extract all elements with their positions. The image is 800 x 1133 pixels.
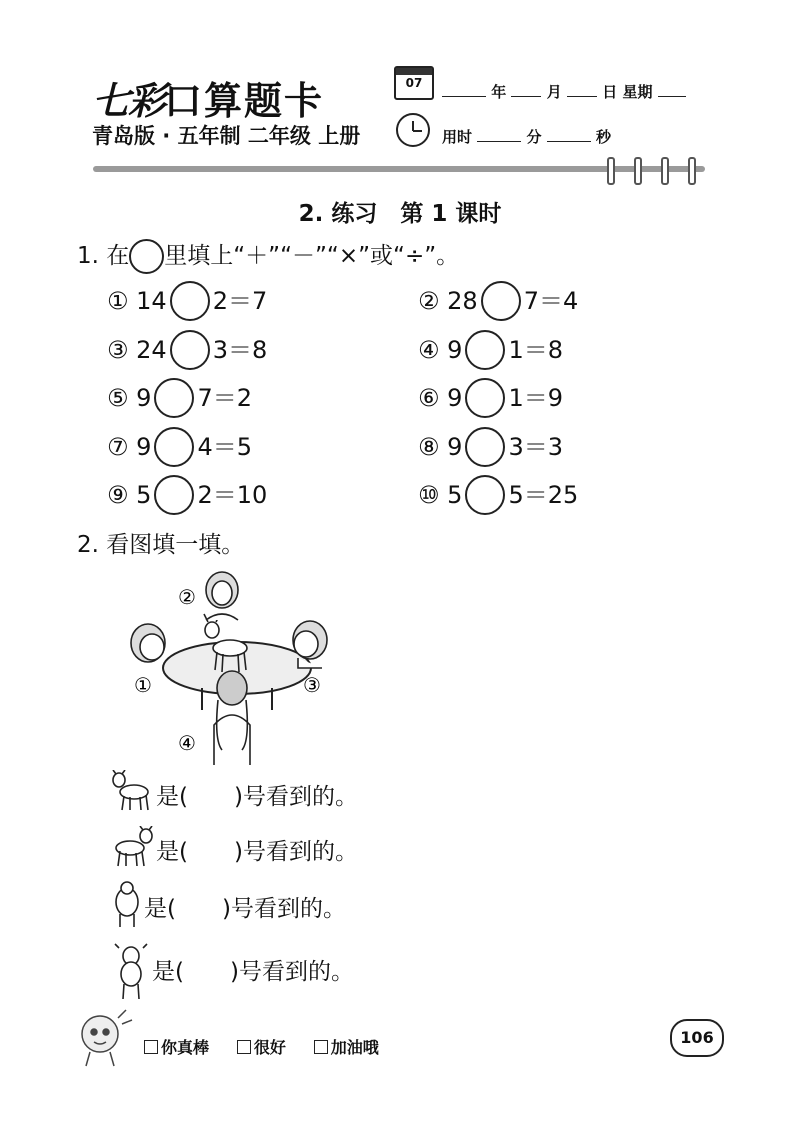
rating-option[interactable] bbox=[314, 1038, 379, 1057]
page-number: 106 bbox=[670, 1019, 724, 1057]
operator-blank-circle[interactable] bbox=[465, 330, 505, 370]
label-4: ④ bbox=[178, 731, 196, 755]
equation-rest: 7＝2 bbox=[197, 384, 252, 412]
date-fields bbox=[442, 81, 686, 102]
equation-rest: 4＝5 bbox=[197, 432, 252, 461]
equation-row bbox=[107, 329, 267, 369]
calendar-icon bbox=[394, 66, 434, 100]
operator-blank-circle[interactable] bbox=[481, 281, 521, 321]
child-3-figure bbox=[293, 621, 327, 668]
checkbox-icon[interactable] bbox=[237, 1040, 251, 1054]
deer-front-view-icon bbox=[113, 942, 149, 1000]
item-number: ⑦ bbox=[107, 432, 129, 461]
equation-row bbox=[418, 329, 563, 369]
item-number: ⑤ bbox=[107, 384, 129, 412]
deer-back-view-icon bbox=[112, 880, 142, 928]
cartoon-mascot-icon bbox=[72, 1008, 134, 1068]
operand-a: 9 bbox=[447, 432, 463, 461]
equation-row bbox=[418, 280, 578, 320]
equation-rest: 1＝9 bbox=[508, 384, 563, 412]
item-number: ④ bbox=[418, 335, 440, 364]
brand-rest: 口算题卡 bbox=[164, 78, 325, 123]
item-number: ③ bbox=[107, 335, 129, 364]
date-weekday-label: 星期 bbox=[622, 83, 653, 101]
equation-row bbox=[418, 377, 563, 417]
answer-line-2: 是( )号看到的。 bbox=[156, 839, 358, 865]
answer-line-4: 是( )号看到的。 bbox=[152, 959, 354, 985]
item-number: ⑩ bbox=[418, 481, 440, 509]
q1-prefix: 1. 在 bbox=[77, 243, 130, 269]
checkbox-icon[interactable] bbox=[144, 1040, 158, 1054]
label-3: ③ bbox=[303, 673, 321, 697]
time-label: 用时 bbox=[442, 128, 473, 146]
equation-rest: 3＝3 bbox=[508, 432, 563, 461]
operator-blank-circle[interactable] bbox=[154, 475, 194, 515]
operand-a: 5 bbox=[136, 481, 152, 509]
equation-row bbox=[107, 426, 252, 466]
rating-option[interactable] bbox=[237, 1038, 286, 1057]
viewpoint-illustration bbox=[122, 560, 357, 765]
operator-blank-circle[interactable] bbox=[465, 378, 505, 418]
equation-row bbox=[107, 280, 267, 320]
operand-a: 5 bbox=[447, 481, 463, 509]
binder-ring-icon bbox=[688, 157, 696, 185]
operator-blank-circle[interactable] bbox=[465, 427, 505, 467]
date-day-label: 日 bbox=[602, 83, 618, 101]
answer-line-3: 是( )号看到的。 bbox=[144, 896, 346, 922]
equation-rest: 7＝4 bbox=[523, 287, 579, 315]
equation-row bbox=[418, 474, 578, 514]
item-number: ① bbox=[107, 287, 129, 315]
label-2: ② bbox=[178, 585, 196, 609]
date-year-label: 年 bbox=[491, 83, 507, 101]
equation-row bbox=[418, 426, 563, 466]
deer-side-view-icon bbox=[110, 770, 154, 812]
equation-rest: 1＝8 bbox=[508, 335, 563, 364]
operator-blank-circle[interactable] bbox=[154, 427, 194, 467]
q1-suffix: 里填上“＋”“－”“×”或“÷”。 bbox=[164, 243, 460, 269]
circle-blank-icon bbox=[129, 239, 164, 274]
question-2-title: 2. 看图填一填。 bbox=[77, 532, 245, 558]
operand-a: 14 bbox=[136, 287, 167, 315]
equation-rest: 5＝25 bbox=[508, 481, 579, 509]
operand-a: 24 bbox=[136, 335, 167, 364]
rating-label: 你真棒 bbox=[161, 1038, 210, 1057]
operand-a: 9 bbox=[447, 335, 463, 364]
equation-row bbox=[107, 377, 252, 417]
item-number: ⑥ bbox=[418, 384, 440, 412]
equation-rest: 2＝10 bbox=[197, 481, 268, 509]
question-1-prompt bbox=[77, 237, 459, 274]
child-1-figure bbox=[131, 624, 165, 662]
edition-label: 青岛版 · 五年制 二年级 上册 bbox=[92, 124, 361, 148]
operator-blank-circle[interactable] bbox=[170, 281, 210, 321]
item-number: ② bbox=[418, 287, 440, 315]
calendar-day: 07 bbox=[405, 76, 423, 90]
self-evaluation bbox=[144, 1035, 379, 1058]
operand-a: 9 bbox=[136, 384, 152, 412]
operand-a: 9 bbox=[447, 384, 463, 412]
binder-ring-icon bbox=[607, 157, 615, 185]
equation-row bbox=[107, 474, 267, 514]
equation-rest: 2＝7 bbox=[212, 287, 268, 315]
operator-blank-circle[interactable] bbox=[465, 475, 505, 515]
deer-side-view-icon bbox=[112, 826, 154, 868]
brand-title bbox=[92, 70, 324, 125]
rating-option[interactable] bbox=[144, 1038, 209, 1057]
equation-rest: 3＝8 bbox=[212, 335, 268, 364]
rating-label: 加油哦 bbox=[330, 1038, 379, 1057]
binder-ring-icon bbox=[661, 157, 669, 185]
child-4-figure bbox=[214, 671, 250, 765]
operator-blank-circle[interactable] bbox=[154, 378, 194, 418]
section-title: 2. 练习 第 1 课时 bbox=[298, 201, 502, 227]
item-number: ⑨ bbox=[107, 481, 129, 509]
binder-ring-icon bbox=[634, 157, 642, 185]
child-2-figure bbox=[206, 572, 238, 620]
operand-a: 28 bbox=[447, 287, 478, 315]
checkbox-icon[interactable] bbox=[314, 1040, 328, 1054]
label-1: ① bbox=[134, 673, 152, 697]
brand-seven: 七彩 bbox=[92, 78, 165, 123]
operator-blank-circle[interactable] bbox=[170, 330, 210, 370]
time-second-label: 秒 bbox=[595, 128, 611, 146]
clock-icon bbox=[396, 113, 430, 147]
item-number: ⑧ bbox=[418, 432, 440, 461]
operand-a: 9 bbox=[136, 432, 152, 461]
answer-line-1: 是( )号看到的。 bbox=[156, 784, 358, 810]
rating-label: 很好 bbox=[253, 1038, 286, 1057]
time-minute-label: 分 bbox=[526, 128, 542, 146]
time-fields bbox=[442, 126, 611, 147]
date-month-label: 月 bbox=[546, 83, 562, 101]
